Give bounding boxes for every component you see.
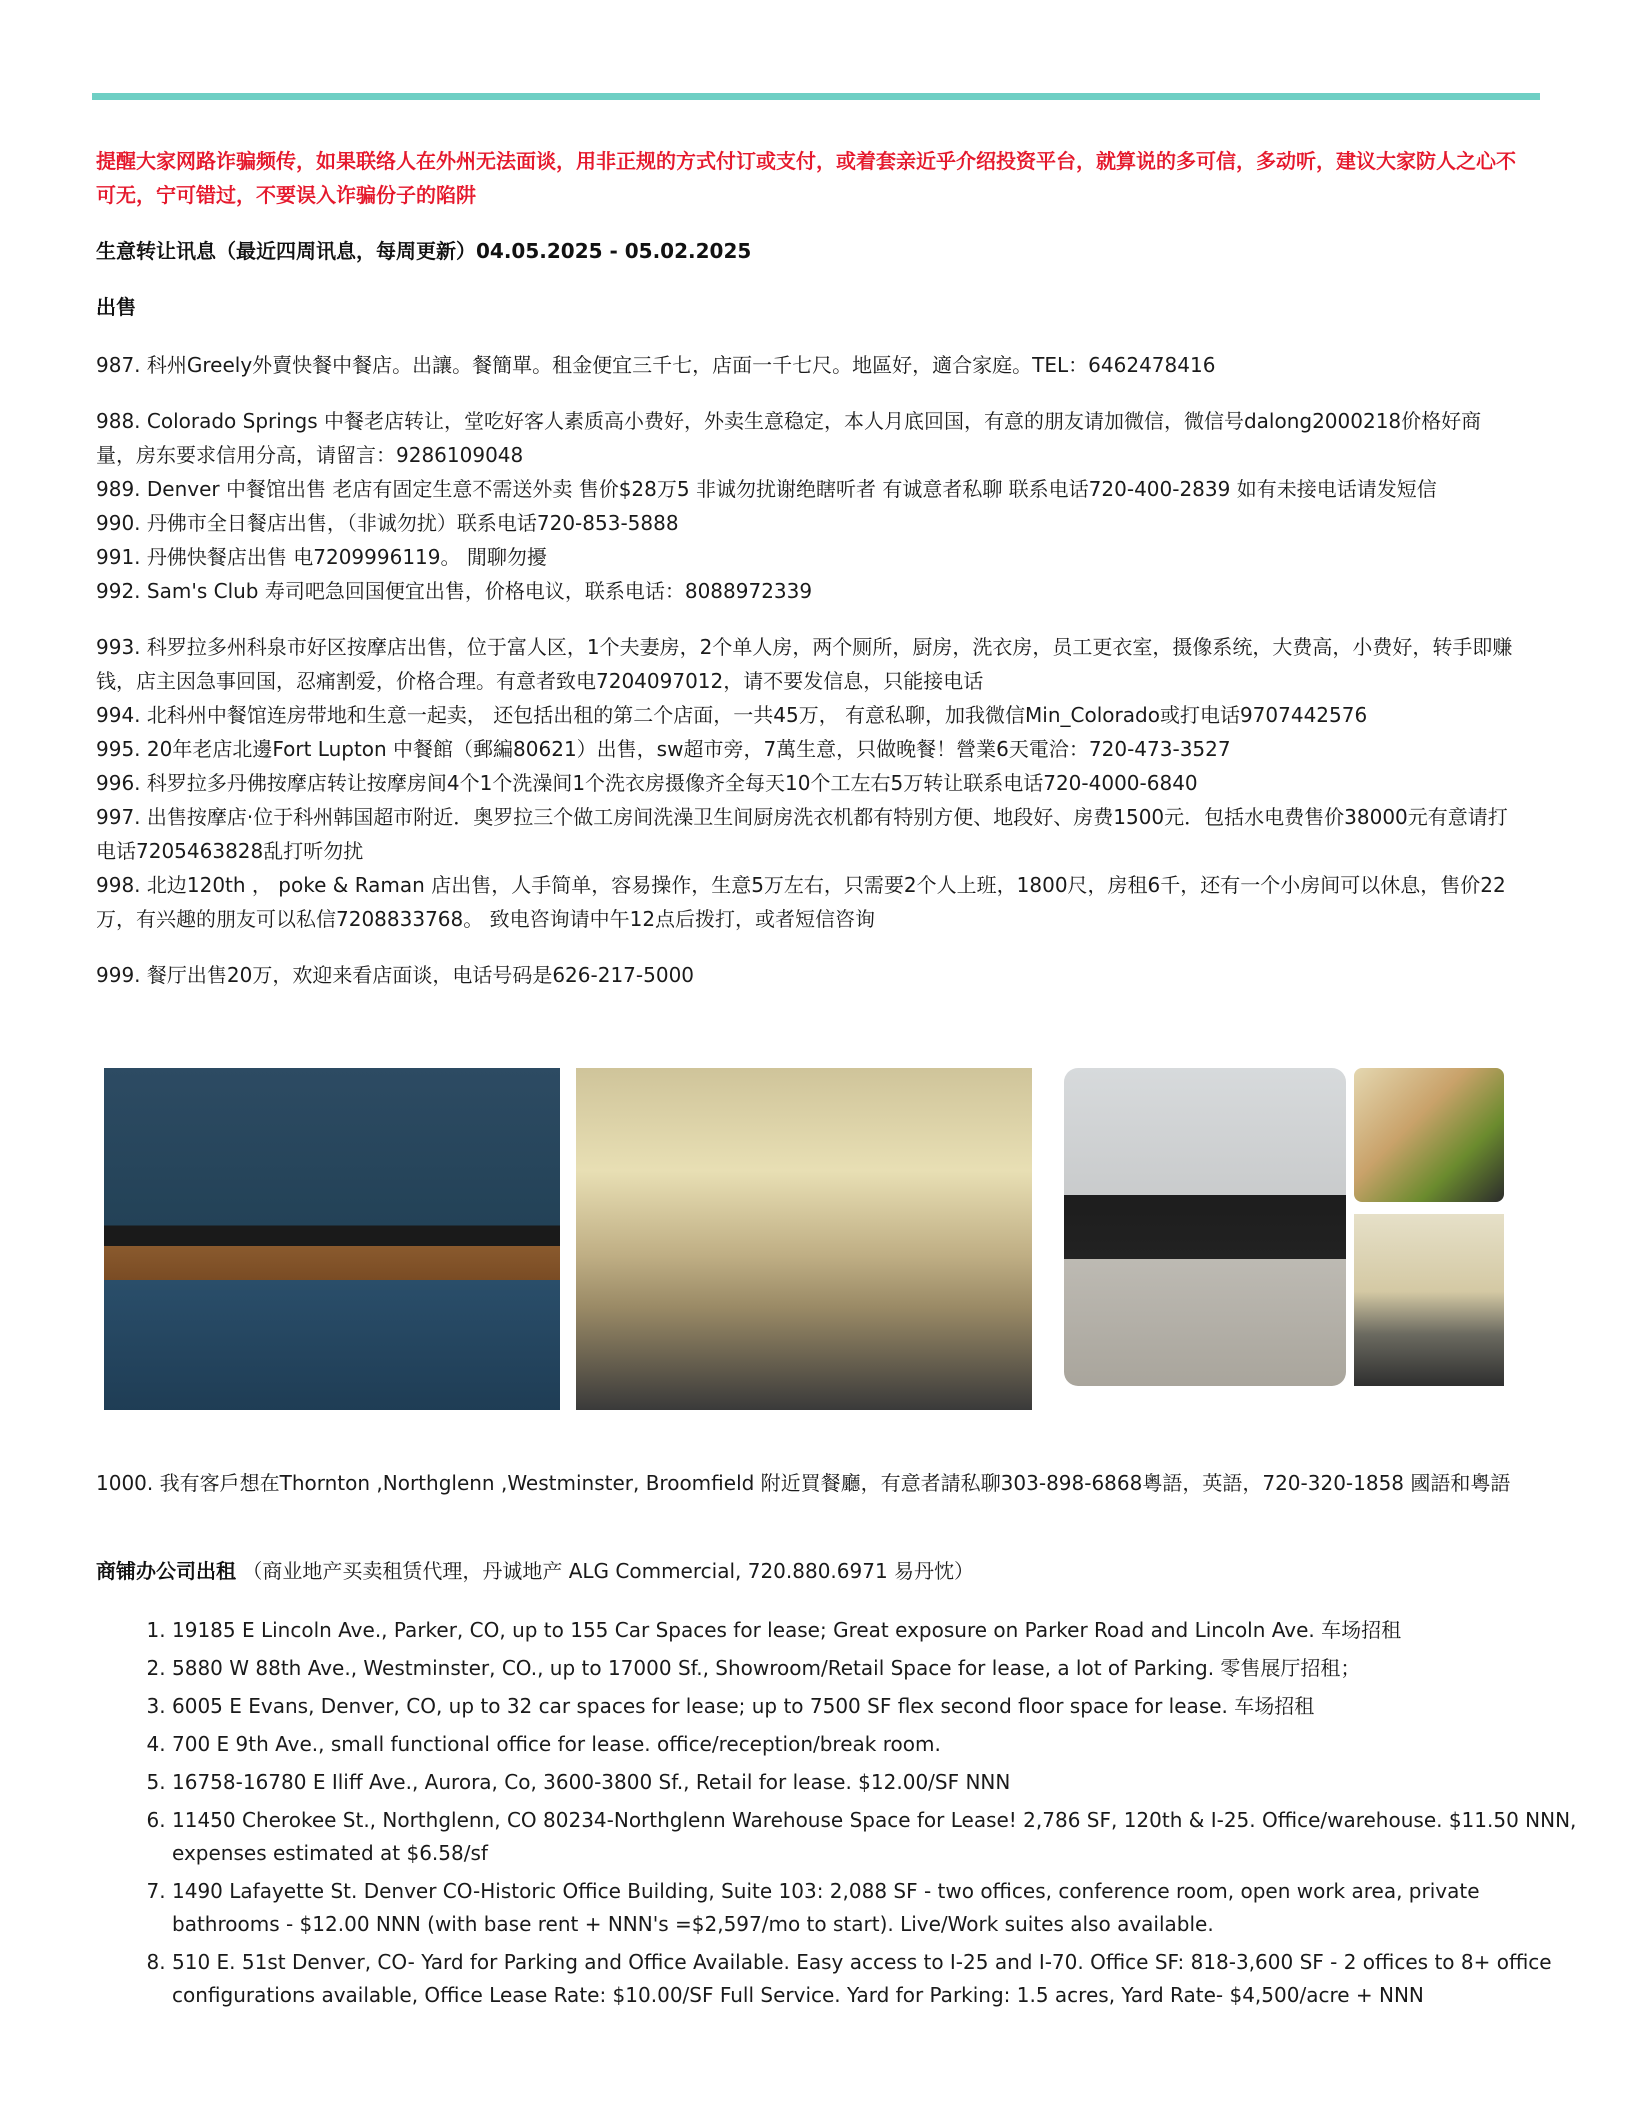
listing-989: 989. Denver 中餐馆出售 老店有固定生意不需送外卖 售价$28万5 非诚勿扰谢绝瞎听者 有诚意者私聊 联系电话720-400-2839 如有未接电话请发短信	[96, 477, 1437, 501]
rent-item: 5. 16758-16780 E Iliff Ave., Aurora, Co, 3600-3800 Sf., Retail for lease. $12.00/SF NNN	[172, 1766, 1592, 1799]
restaurant-photos	[104, 1068, 1504, 1412]
listing-999: 999. 餐厅出售20万，欢迎来看店面谈，电话号码是626-217-5000	[96, 963, 695, 987]
rent-list	[96, 1614, 1592, 2017]
listing-998: 998. 北边120th ， poke & Raman 店出售，人手简单，容易操作，生意5万左右，只需要2个人上班，1800尺，房租6千，还有一个小房间可以休息，售价22万，有兴趣的朋友可以私信7208833768。 致电咨询请中午12点后拨打，或者短信咨询	[96, 873, 1506, 931]
fraud-warning: 提醒大家网路诈骗频传，如果联络人在外州无法面谈，用非正规的方式付订或支付，或着套亲近乎介绍投资平台，就算说的多可信，多动听，建议大家防人之心不可无，宁可错过，不要误入诈骗份子的陷阱	[96, 149, 1516, 207]
rent-section-header	[96, 1554, 1516, 1588]
section-title-sale: 出售	[96, 295, 136, 319]
photo-food-dish	[1354, 1068, 1504, 1202]
rent-item: 1. 19185 E Lincoln Ave., Parker, CO, up to 155 Car Spaces for lease; Great exposure on Parker Road and Lincoln Ave. 车场招租	[172, 1614, 1592, 1647]
rent-item: 2. 5880 W 88th Ave., Westminster, CO., up to 17000 Sf., Showroom/Retail Space for lease, a lot of Parking. 零售展厅招租；	[172, 1652, 1592, 1685]
listing-995: 995. 20年老店北邊Fort Lupton 中餐館（郵編80621）出售，sw超市旁，7萬生意，只做晚餐！營業6天電洽：720-473-3527	[96, 737, 1231, 761]
listing-987: 987. 科州Greely外賣快餐中餐店。出讓。餐簡單。租金便宜三千七，店面一千七尺。地區好，適合家庭。TEL：6462478416	[96, 353, 1216, 377]
photo-dining-interior	[1354, 1214, 1504, 1386]
listings-sale	[96, 348, 1516, 992]
listing-994: 994. 北科州中餐馆连房带地和生意一起卖， 还包括出租的第二个店面，一共45万， 有意私聊，加我微信Min_Colorado或打电话9707442576	[96, 703, 1368, 727]
listing-996: 996. 科罗拉多丹佛按摩店转让按摩房间4个1个洗澡间1个洗衣房摄像齐全每天10个工左右5万转让联系电话720-4000-6840	[96, 771, 1198, 795]
rent-item: 6. 11450 Cherokee St., Northglenn, CO 80234-Northglenn Warehouse Space for Lease! 2,786 SF, 120th & I-25. Office/warehouse. $11.50 NNN, expenses estimated at $6.58/sf	[172, 1804, 1592, 1870]
listing-993: 993. 科罗拉多州科泉市好区按摩店出售，位于富人区，1个夫妻房，2个单人房，两个厕所，厨房，洗衣房，员工更衣室，摄像系统，大费高，小费好，转手即赚钱，店主因急事回国，忍痛割爱，价格合理。有意者致电7204097012，请不要发信息，只能接电话	[96, 635, 1513, 693]
rent-item: 7. 1490 Lafayette St. Denver CO-Historic Office Building, Suite 103: 2,088 SF - two offices, conference room, open work area, private bathrooms - $12.00 NNN (with base rent + NNN's =$2,597/mo to start). Live/Work suites also available.	[172, 1875, 1592, 1941]
top-accent-bar	[92, 93, 1540, 100]
listing-997: 997. 出售按摩店·位于科州韩国超市附近．奥罗拉三个做工房间洗澡卫生间厨房洗衣机都有特别方便、地段好、房费1500元．包括水电费售价38000元有意请打电话7205463828乱打听勿扰	[96, 805, 1508, 863]
photo-dining-room	[576, 1068, 1032, 1410]
listing-992: 992. Sam's Club 寿司吧急回国便宜出售，价格电议，联系电话：8088972339	[96, 579, 813, 603]
photo-storefront	[1064, 1068, 1346, 1386]
rent-item: 3. 6005 E Evans, Denver, CO, up to 32 car spaces for lease; up to 7500 SF flex second floor space for lease. 车场招租	[172, 1690, 1592, 1723]
photo-bar-counter	[104, 1068, 560, 1410]
listing-1000: 1000. 我有客戶想在Thornton ,Northglenn ,Westminster, Broomfield 附近買餐廳，有意者請私聊303-898-6868粵語，英語，720-320-1858 國語和粵語	[96, 1471, 1511, 1495]
rent-item: 8. 510 E. 51st Denver, CO- Yard for Parking and Office Available. Easy access to I-25 and I-70. Office SF: 818-3,600 SF - 2 offices to 8+ office configurations available, Office Lease Rate: $10.00/SF Full Service. Yard for Parking: 1.5 acres, Yard Rate- $4,500/acre + NNN	[172, 1946, 1592, 2012]
rent-item: 4. 700 E 9th Ave., small functional office for lease. office/reception/break room.	[172, 1728, 1592, 1761]
listing-990: 990. 丹佛市全日餐店出售，（非诚勿扰）联系电话720-853-5888	[96, 511, 679, 535]
page-heading: 生意转让讯息（最近四周讯息，每周更新）04.05.2025 - 05.02.2025	[96, 239, 752, 263]
listing-991: 991. 丹佛快餐店出售 电7209996119。 閒聊勿擾	[96, 545, 547, 569]
listing-988: 988. Colorado Springs 中餐老店转让，堂吃好客人素质高小费好，外卖生意稳定，本人月底回国，有意的朋友请加微信，微信号dalong2000218价格好商量，房东要求信用分高，请留言：9286109048	[96, 409, 1482, 467]
rent-section-subtitle: （商业地产买卖租赁代理，丹诚地产 ALG Commercial, 720.880.6971 易丹忱）	[236, 1559, 975, 1583]
rent-section-title: 商铺办公司出租	[96, 1559, 236, 1583]
